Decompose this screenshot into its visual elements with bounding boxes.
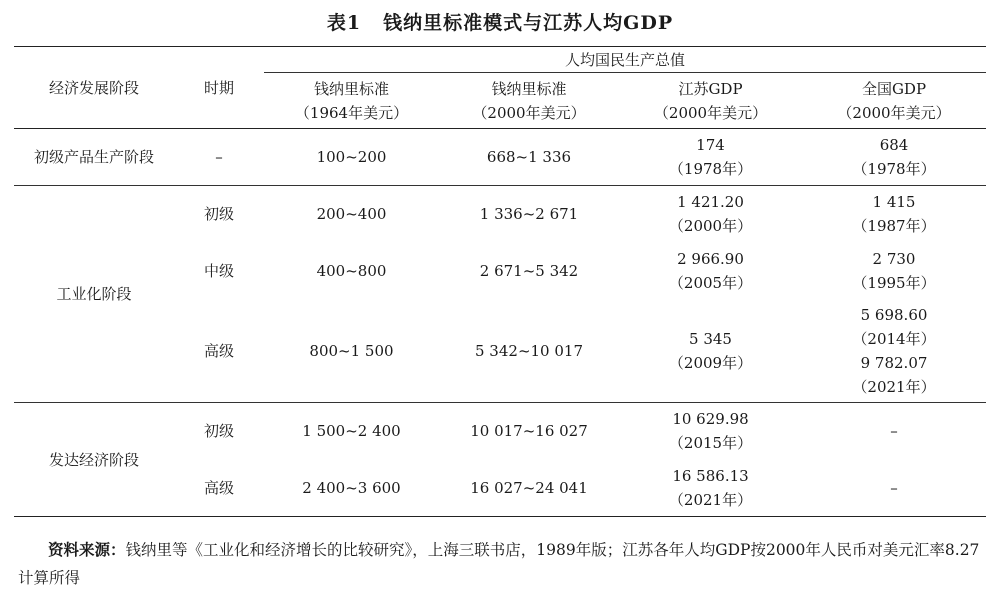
source-note: [18, 536, 984, 592]
national-year: （2014年）: [852, 329, 936, 348]
national-value: –: [890, 422, 898, 441]
period-cell: 初级: [174, 186, 264, 243]
jiangsu-value: 2 966.90: [677, 250, 744, 268]
header-col1-line2: （1964年美元）: [294, 103, 409, 122]
national-gdp-cell: [802, 460, 986, 517]
table-title: [0, 8, 1000, 35]
header-col4: [802, 73, 986, 129]
national-value: 684: [879, 136, 909, 154]
gdp-table: [14, 46, 986, 517]
header-stage: 经济发展阶段: [14, 47, 174, 129]
jiangsu-value: 1 421.20: [677, 193, 744, 212]
chenery-2000-cell: 5 342~10 017: [475, 341, 583, 360]
jiangsu-year: （2009年）: [668, 353, 753, 372]
jiangsu-year: （2021年）: [668, 490, 753, 509]
header-col1: [264, 73, 439, 129]
jiangsu-gdp-cell: [619, 403, 802, 460]
period-cell: –: [215, 148, 223, 166]
chenery-2000-cell: 668~1 336: [486, 148, 572, 166]
national-year-2: （2021年）: [852, 377, 936, 396]
chenery-1964-cell: 100~200: [316, 148, 387, 166]
national-value: 5 698.60: [860, 305, 928, 324]
jiangsu-value: 10 629.98: [672, 410, 749, 429]
header-period: 时期: [174, 47, 264, 129]
national-value: 2 730: [872, 250, 916, 268]
header-col2: [439, 73, 619, 129]
period-cell: 中级: [203, 262, 234, 280]
stage-primary: 初级产品生产阶段: [33, 148, 154, 166]
chenery-1964-cell: 1 500~2 400: [264, 403, 439, 460]
national-value: 1 415: [872, 193, 916, 212]
stage-developed: 发达经济阶段: [14, 403, 174, 517]
national-year: （1987年）: [852, 217, 936, 236]
jiangsu-value: 5 345: [689, 329, 732, 348]
header-col2-line2: （2000年美元）: [472, 103, 586, 122]
header-col2-line1: 钱纳里标准: [491, 79, 567, 98]
header-col4-line1: 全国GDP: [861, 79, 927, 98]
header-col3: [619, 73, 802, 129]
table-caption: 钱纳里标准模式与江苏人均GDP: [383, 12, 674, 34]
national-gdp-cell: [802, 403, 986, 460]
header-row-1: [14, 47, 986, 73]
chenery-1964-cell: 200~400: [264, 186, 439, 243]
jiangsu-gdp-cell: [619, 243, 802, 300]
national-gdp-cell: [802, 243, 986, 300]
jiangsu-year: （1978年）: [668, 160, 753, 178]
jiangsu-gdp-cell: [619, 460, 802, 517]
header-group: 人均国民生产总值: [264, 47, 986, 73]
national-value-2: 9 782.07: [860, 353, 928, 372]
jiangsu-value: 174: [696, 136, 725, 154]
chenery-2000-cell: 16 027~24 041: [439, 460, 619, 517]
chenery-2000-cell: 2 671~5 342: [479, 262, 579, 280]
header-col1-line1: 钱纳里标准: [313, 79, 389, 98]
period-cell: 高级: [174, 460, 264, 517]
jiangsu-year: （2005年）: [668, 274, 753, 292]
national-gdp-cell: [802, 300, 986, 403]
jiangsu-value: 16 586.13: [672, 466, 749, 485]
source-text: 钱纳里等《工业化和经济增长的比较研究》，上海三联书店，1989年版；江苏各年人均GDP按2000年人民币对美元汇率8.27计算所得: [18, 541, 980, 587]
table-row: [14, 403, 986, 460]
period-cell: 高级: [203, 341, 234, 360]
table-row: [14, 129, 986, 186]
header-col3-line2: （2000年美元）: [653, 103, 768, 122]
chenery-2000-cell: 1 336~2 671: [439, 186, 619, 243]
national-gdp-cell: [802, 186, 986, 243]
jiangsu-year: （2000年）: [668, 217, 753, 236]
header-col4-line2: （2000年美元）: [837, 103, 951, 122]
chenery-2000-cell: 10 017~16 027: [439, 403, 619, 460]
chenery-1964-cell: 800~1 500: [309, 341, 394, 360]
national-value: –: [890, 478, 898, 497]
jiangsu-gdp-cell: [619, 186, 802, 243]
source-label: 资料来源：: [48, 540, 126, 559]
national-year: （1978年）: [852, 160, 936, 178]
stage-industrialization: 工业化阶段: [14, 186, 174, 403]
jiangsu-year: （2015年）: [668, 434, 753, 453]
chenery-1964-cell: 400~800: [316, 262, 387, 280]
table-row: [14, 186, 986, 243]
national-gdp-cell: [802, 129, 986, 186]
header-col3-line1: 江苏GDP: [678, 79, 743, 98]
jiangsu-gdp-cell: [619, 129, 802, 186]
chenery-1964-cell: 2 400~3 600: [264, 460, 439, 517]
period-cell: 初级: [174, 403, 264, 460]
national-year: （1995年）: [852, 274, 936, 292]
table-number: 表1: [326, 12, 362, 34]
jiangsu-gdp-cell: [619, 300, 802, 403]
